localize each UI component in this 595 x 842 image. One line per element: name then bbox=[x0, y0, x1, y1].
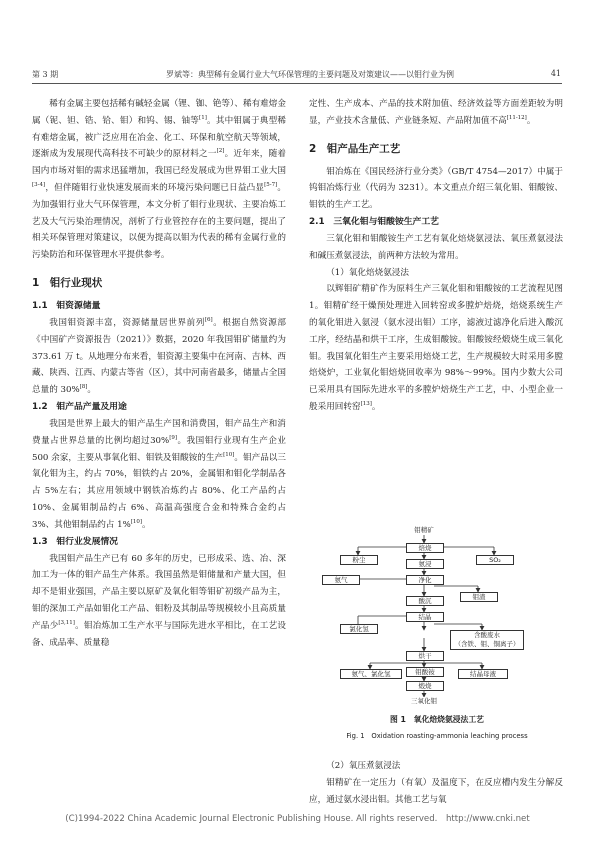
citation[interactable]: [2] bbox=[216, 148, 225, 155]
flow-node-exhaust-gases: 氨气、氯化氢 bbox=[340, 669, 402, 679]
flow-node-acid-wastewater bbox=[450, 630, 524, 650]
flow-node-ammonia-input: 氨气 bbox=[322, 575, 360, 585]
flow-node-molybdenum-residue: 钼渣 bbox=[460, 592, 498, 602]
flow-node-roasting: 焙烧 bbox=[406, 543, 444, 553]
flow-node-hydrogen-chloride: 氯化氢 bbox=[340, 624, 378, 634]
method-2-title: （2）氧压煮氨浸法 bbox=[326, 761, 401, 771]
resources-paragraph bbox=[32, 315, 286, 399]
text: 。钼冶炼加工生产水平与国际先进水平相比，在工艺设备、成品率、质量稳 bbox=[32, 620, 286, 648]
flow-node-ammonium-molybdate: 钼酸铵 bbox=[406, 667, 444, 677]
text: ，但伴随钼行业快速发展而来的环境污染问题已日益凸显 bbox=[45, 182, 265, 193]
text: 我国钼资源丰富，资源储量居世界前列 bbox=[49, 317, 205, 328]
citation[interactable]: [8] bbox=[79, 384, 88, 391]
header-title: 罗斌等：典型稀有金属行业大气环保管理的主要问题及对策建议——以钼行业为例 bbox=[166, 70, 454, 79]
header-page-number: 41 bbox=[550, 69, 561, 78]
flow-node-drying: 烘干 bbox=[406, 651, 444, 661]
citation[interactable]: [11-12] bbox=[506, 114, 527, 121]
wastewater-label: 含酸废水 bbox=[474, 631, 500, 639]
right-column-lower bbox=[309, 758, 563, 808]
citation[interactable]: [13] bbox=[360, 401, 372, 408]
citation[interactable]: [6] bbox=[204, 317, 213, 324]
citation[interactable]: [3-4] bbox=[32, 182, 46, 189]
citation[interactable]: [1] bbox=[199, 114, 207, 121]
text: 。近年来，随着国内市场对钼的需求迅猛增加，我国已经发展成为世界钼工业大国 bbox=[32, 149, 286, 177]
method-1-title: （1）氧化焙烧氨浸法 bbox=[326, 267, 409, 278]
section-heading-2: 2 钼产品生产工艺 bbox=[309, 142, 401, 155]
flow-node-so2: SO₂ bbox=[476, 555, 514, 565]
classification-paragraph: 钼冶炼在《国民经济行业分类》（GB/T 4754—2017）中属于钨钼冶炼行业（代码为 3231）。本文重点介绍三氧化钼、钼酸铵、钼铁的生产工艺。 bbox=[309, 166, 563, 211]
text: 。钼产品以三氧化钼为主，约占 70%，钼铁约占 20%，金属钼和钼化学制品各占 5%左右；其应用领域中钢铁冶炼约占 80%、化工产品约占 10%、金属钼制品约占 6%、高温高强度合金和特殊合金约占 3%、其他钼制品约占 1% bbox=[32, 452, 286, 530]
development-paragraph bbox=[32, 551, 286, 652]
subsection-heading-1-2: 1.2 钼产品产量及用途 bbox=[32, 401, 127, 412]
citation[interactable]: [5-7] bbox=[264, 182, 278, 189]
flow-node-dust: 粉尘 bbox=[340, 555, 378, 565]
text: 。为加强钼行业大气环保管理，本文分析了钼行业现状、主要冶炼工艺及大气污染治理情况，剖析了行业管控存在的主要问题，提出了相关环保管理对策建议，以便为提高以钼为代表的稀有金属行业的污染防治和环保管理水平提供参考。 bbox=[32, 182, 286, 261]
copyright-footer: (C)1994-2022 China Academic Journal Electronic Publishing House. All rights reserved. http://www.cnki.net bbox=[65, 814, 530, 824]
text: 稀有金属主要包括稀有碱轻金属（锂、铷、铯等）、稀有难熔金属（铌、钽、锆、铪、钼）和钨、锡、铀等 bbox=[32, 99, 286, 126]
flow-node-crystallization: 结晶 bbox=[406, 612, 444, 622]
text: 。根据自然资源部《中国矿产资源报告（2021）》数据，2020 年我国钼矿储量约为 373.61 万 t。从地理分布来看，钼资源主要集中在河南、吉林、西藏、陕西、江西、内蒙古等省（区），其中河南省最多，储量占全国总量的 30% bbox=[32, 317, 286, 396]
text: 我国是世界上最大的钼产品生产国和消费国，钼产品生产和消费量占世界总量的比例均超过30% bbox=[32, 418, 286, 446]
methods-paragraph: 三氧化钼和钼酸铵生产工艺有氧化焙烧氨浸法、氧压煮氨浸法和碱压煮氨浸法，前两种方法较为常用。 bbox=[309, 233, 563, 261]
citation[interactable]: [10] bbox=[223, 451, 235, 458]
text: 我国钼产品生产已有 60 多年的历史，已形成采、选、冶、深加工为一体的钼产品生产体系。我国虽然是钼储量和产量大国，但却不是钼业强国，产品主要以原矿及氧化钼等钼矿初级产品为主，钼的深加工产品如钼化工产品、钼粉及其制品等规模较小且高质量产品少 bbox=[32, 553, 286, 631]
subsection-heading-1-1: 1.1 钼资源储量 bbox=[32, 300, 101, 311]
flow-node-purification: 净化 bbox=[406, 575, 444, 585]
section-heading-1: 1 钼行业现状 bbox=[32, 276, 103, 289]
text: 。其中钼属于典型稀有难熔金属，被广泛应用在冶金、化工、环保和航空航天等领域，逐渐成为发展现代高科技不可缺少的原材料之一 bbox=[32, 115, 286, 160]
citation[interactable]: [9] bbox=[169, 434, 177, 441]
flow-node-acid-precipitation: 酸沉 bbox=[406, 596, 444, 606]
process-flow-figure bbox=[310, 526, 564, 748]
flow-node-molybdenum-trioxide: 三氧化钼 bbox=[400, 697, 448, 706]
text: 定性、生产成本、产品的技术附加值、经济效益等方面差距较为明显，产业技术含量低、产业链条短、产品附加值不高 bbox=[309, 99, 563, 126]
flow-node-molybdenum-concentrate: 钼精矿 bbox=[406, 526, 442, 535]
text: 。 bbox=[526, 115, 536, 126]
text: 。 bbox=[87, 385, 97, 396]
text: 。我国钼行业现有生产企业 500 余家，主要从事氧化钼、钼铁及钼酸铵的生产 bbox=[32, 435, 286, 463]
continued-paragraph bbox=[309, 96, 563, 130]
intro-paragraph bbox=[32, 96, 286, 264]
right-column bbox=[309, 96, 563, 416]
production-paragraph bbox=[32, 416, 286, 534]
flow-node-ammonia-leaching: 氨浸 bbox=[406, 559, 444, 569]
left-column bbox=[32, 96, 286, 651]
citation[interactable]: [3,11] bbox=[58, 619, 75, 626]
subsection-heading-2-1: 2.1 三氧化钼与钼酸铵生产工艺 bbox=[309, 216, 439, 227]
header-issue: 第 3 期 bbox=[32, 70, 59, 79]
flow-node-calcination: 煅烧 bbox=[406, 681, 444, 691]
figure-caption: 图 1 氧化焙烧氨浸法工艺 bbox=[390, 715, 484, 724]
flow-node-mother-liquor: 结晶母液 bbox=[458, 669, 508, 679]
text: 。 bbox=[142, 519, 151, 530]
text: 。 bbox=[371, 401, 381, 412]
text: 以辉钼矿精矿作为原料生产三氧化钼和钼酸铵的工艺流程见图 1。钼精矿经干燥预处理进入回转窑或多膛炉焙烧，焙烧系统生产的氧化钼进入氨浸（氨水浸出钼）工序，滤液过滤净化后进入酸沉工序，经结晶和烘干工序，生成钼酸铵。钼酸铵经煅烧生成三氧化钼。我国氧化钼生产主要采用焙烧工艺，生产规模较大时采用多膛焙烧炉，工业氧化钼焙烧回收率为 98%～99%。国内少数大公司已采用具有国际先进水平的多膛炉焙烧生产工艺，中、小型企业一般采用回转窑 bbox=[309, 284, 563, 412]
method-1-paragraph bbox=[309, 281, 563, 415]
header-rule bbox=[32, 83, 562, 84]
citation[interactable]: [10] bbox=[130, 518, 143, 525]
method-2-paragraph: 钼精矿在一定压力（有氧）及温度下，在反应槽内发生分解反应，通过氨水浸出钼。其他工艺与氧 bbox=[309, 777, 563, 805]
wastewater-note: （含铁、钼、铜离子） bbox=[454, 640, 520, 648]
figure-caption-english: Fig. 1 Oxidation roasting-ammonia leaching process bbox=[346, 732, 528, 740]
subsection-heading-1-3: 1.3 钼行业发展情况 bbox=[32, 536, 118, 547]
